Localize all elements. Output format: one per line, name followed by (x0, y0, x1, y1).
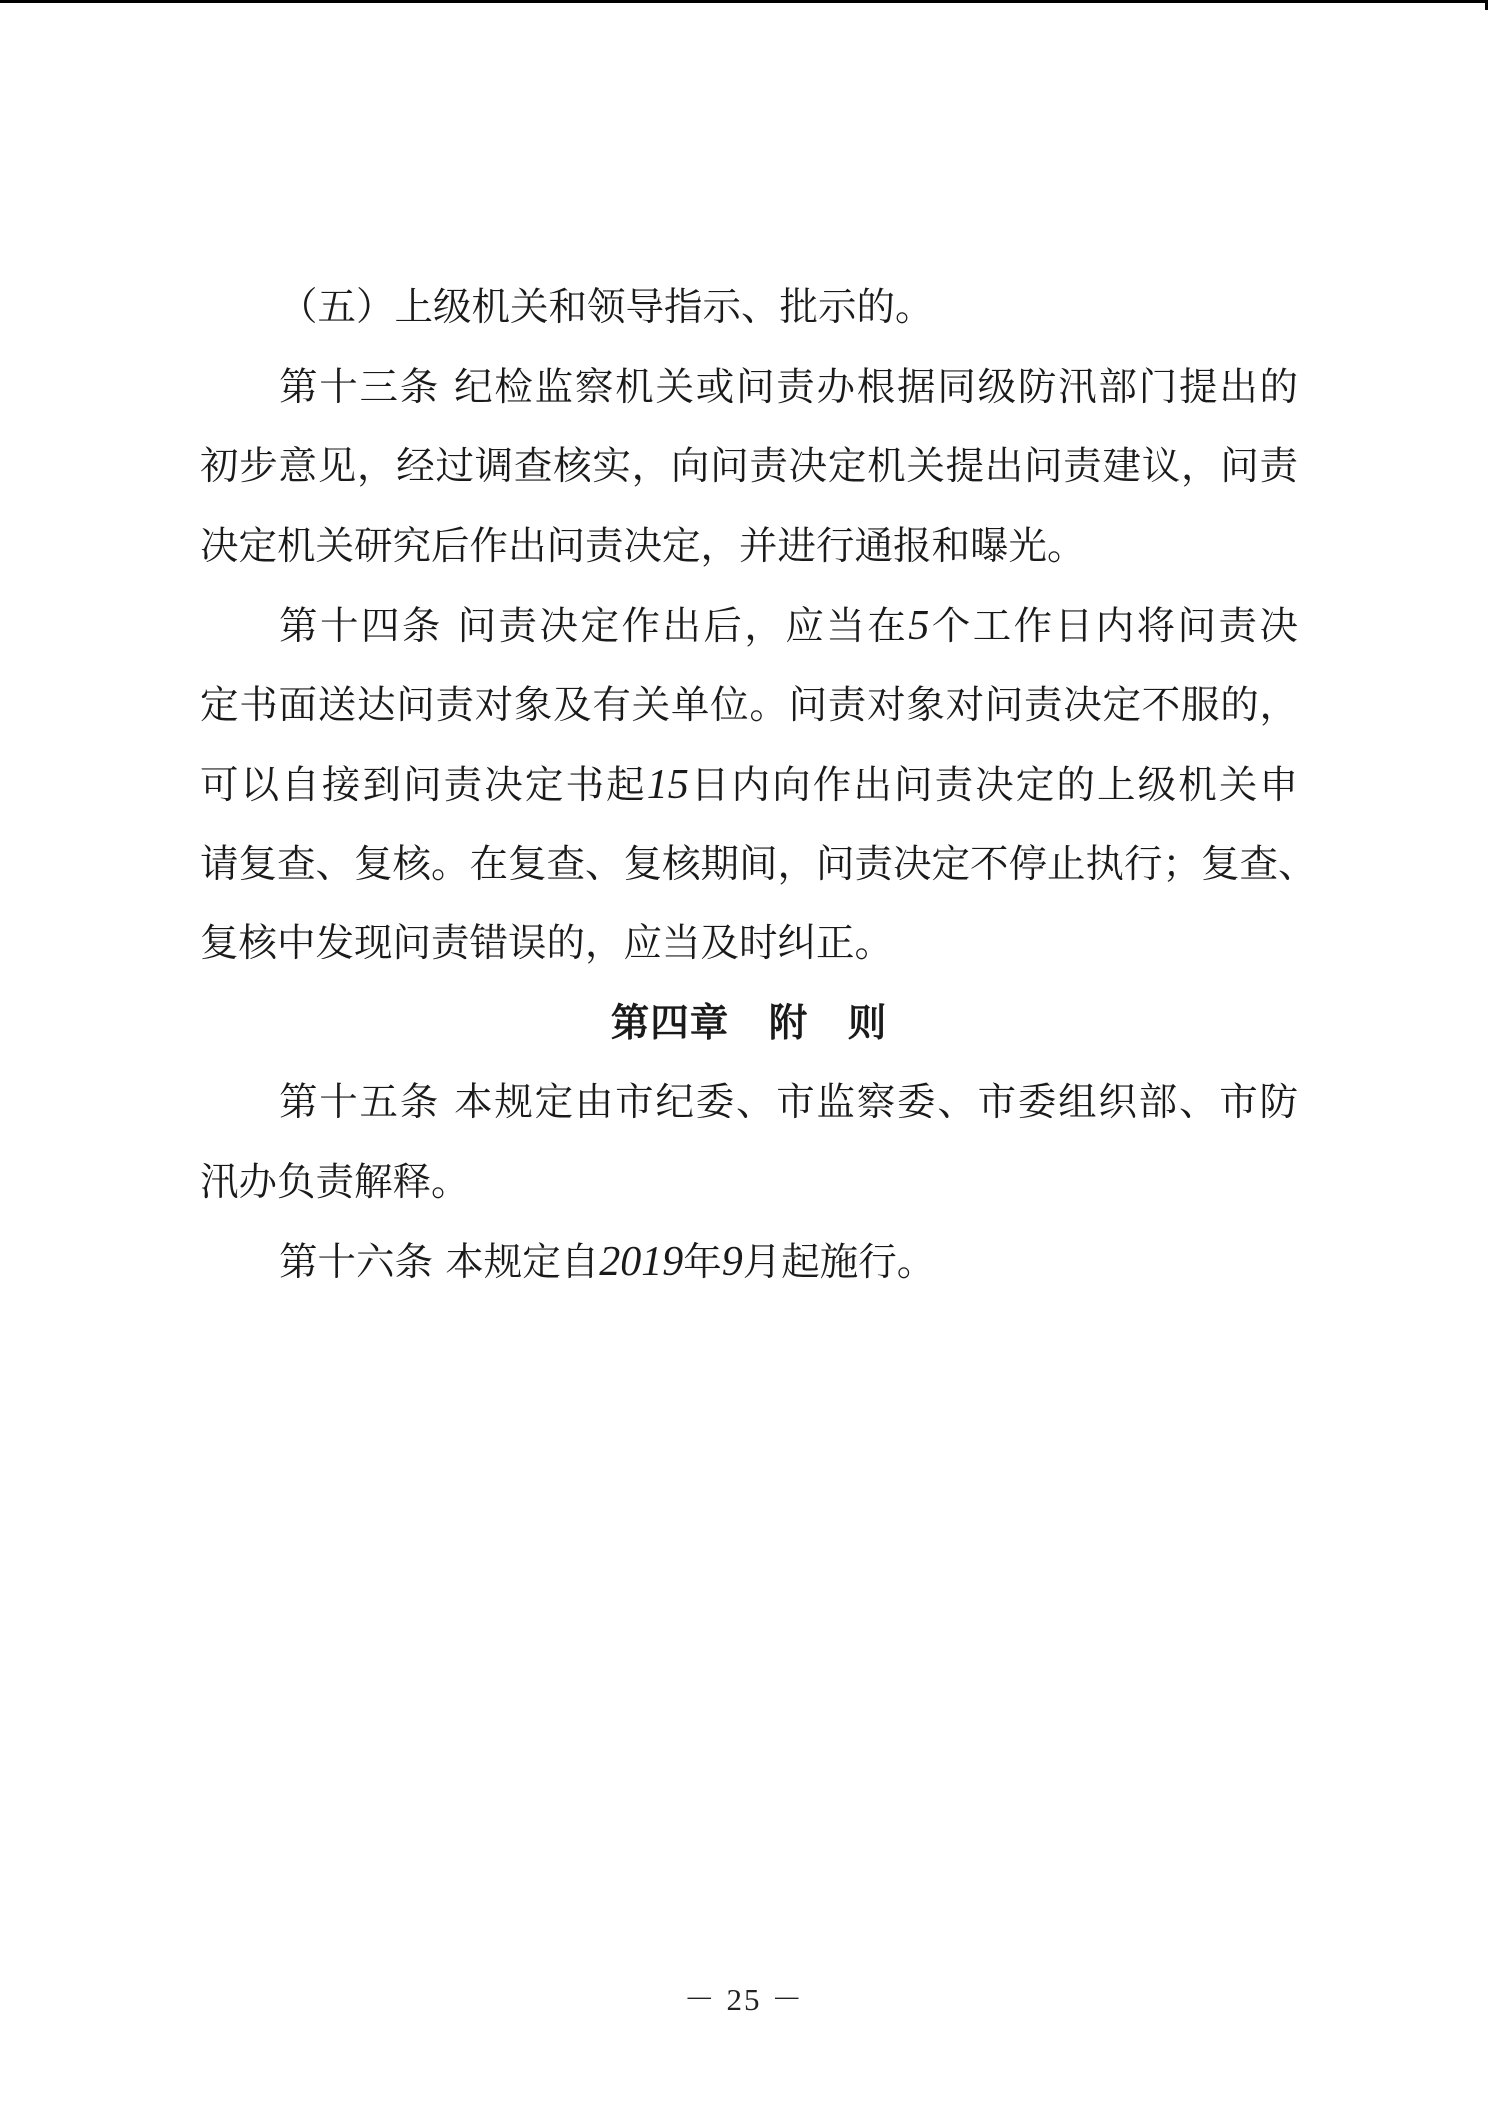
article-13-line-1 (200, 358, 1298, 438)
article-14-line-2 (200, 676, 1298, 756)
article-14-text-2: 定书面送达问责对象及有关单位。问责对象对问责决定不服的， (200, 682, 1298, 728)
chapter-heading-text: 第四章 附 则 (610, 1000, 888, 1046)
article-15-line-1 (200, 1073, 1298, 1153)
page-number: － 25 － (683, 1982, 805, 2017)
article-13-text-3: 决定机关研究后作出问责决定，并进行通报和曝光。 (200, 523, 1086, 569)
article-14-text-4: 请复查、复核。在复查、复核期间，问责决定不停止执行；复查、 (200, 841, 1317, 887)
article-14-line-4 (200, 835, 1317, 915)
article-16-text-c: 月起施行。 (742, 1240, 936, 1285)
article-14-text-1a: 第十四条 问责决定作出后，应当在 (279, 604, 909, 649)
article-16-month: 9 (721, 1239, 743, 1285)
article-13-text-1: 第十三条 纪检监察机关或问责办根据同级防汛部门提出的 (279, 364, 1298, 410)
article-13-line-3 (200, 517, 1298, 597)
article-14-number-days: 5 (908, 603, 930, 649)
article-14-text-1b: 个工作日内将问责决 (929, 604, 1298, 649)
article-15-text-2: 汛办负责解释。 (200, 1159, 470, 1205)
document-body (200, 278, 1317, 1312)
chapter-heading (200, 994, 1298, 1074)
article-14-text-3b: 日内向作出问责决定的上级机关申 (688, 763, 1298, 808)
article-15-text-1: 第十五条 本规定由市纪委、市监察委、市委组织部、市防 (279, 1080, 1298, 1125)
article-16-year: 2019 (599, 1239, 684, 1285)
article-16-line-1 (200, 1232, 1298, 1312)
article-14-line-5 (200, 914, 1298, 994)
article-14-text-3a: 可以自接到问责决定书起 (200, 763, 647, 808)
article-16-text-b: 年 (683, 1240, 722, 1285)
article-14-line-3 (200, 755, 1298, 835)
top-border-line (0, 0, 1488, 3)
article-13-line-2 (200, 437, 1298, 517)
article-14-text-5: 复核中发现问责错误的，应当及时纠正。 (200, 921, 894, 966)
article-16-text-a: 第十六条 本规定自 (279, 1240, 600, 1285)
clause-item-five (200, 278, 1298, 358)
article-14-number-review-days: 15 (646, 762, 689, 808)
article-15-line-2 (200, 1153, 1298, 1233)
article-13-text-2: 初步意见，经过调查核实，向问责决定机关提出问责建议，问责 (200, 444, 1298, 489)
clause-item-five-text: （五）上级机关和领导指示、批示的。 (279, 285, 934, 330)
article-14-line-1 (200, 596, 1298, 676)
